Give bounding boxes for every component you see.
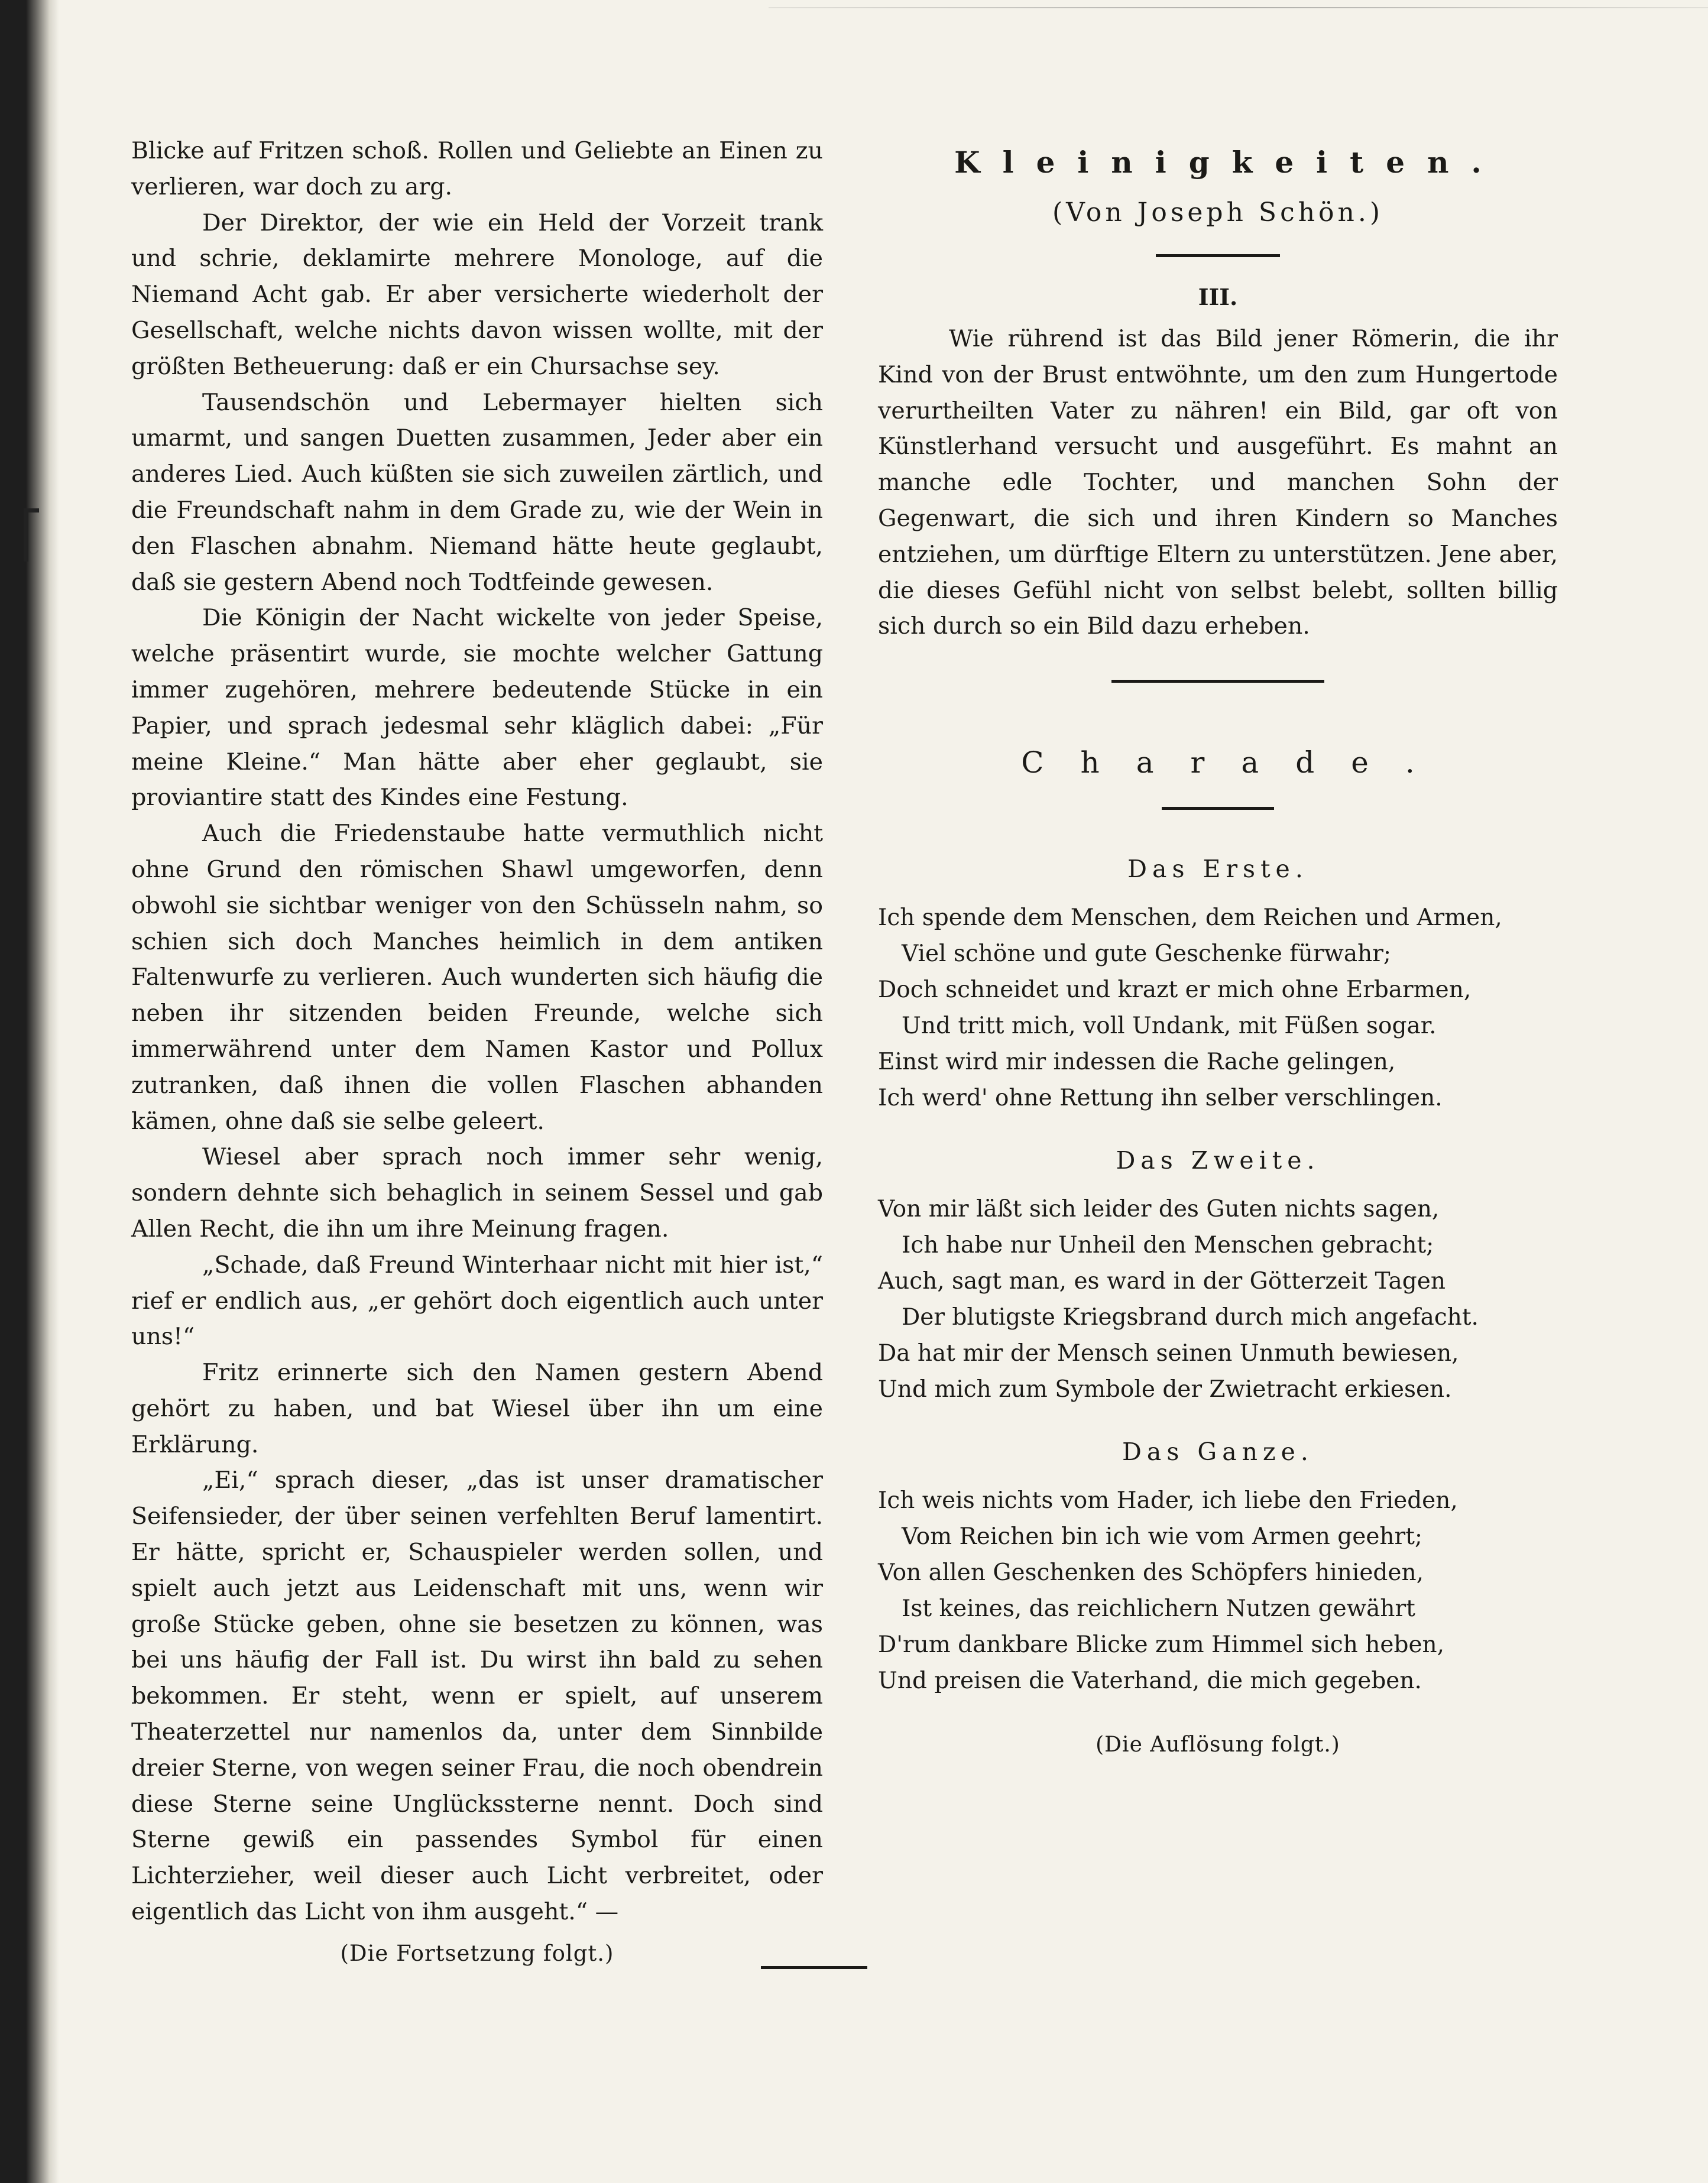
scan-page-edge — [0, 0, 59, 2183]
verse-line: Ich weis nichts vom Hader, ich liebe den Frieden, — [878, 1487, 1458, 1514]
kleinigkeiten-paragraph: Wie rührend ist das Bild jener Römerin, die ihr Kind von der Brust entwöhnte, um den zum Hungertode verurtheilten Vater zu nähren! ein Bild, gar oft von Künstlerhand versucht und ausgeführt. Es mahnt an manche edle Tochter, und manchen Sohn der Gegenwart, die sich und ihren Kindern so Manches entziehen, um dürftige Eltern zu unterstützen. Jene aber, die dieses Gefühl nicht von selbst belebt, sollten billig sich durch so ein Bild dazu erheben. — [878, 325, 1558, 640]
section-divider — [1162, 807, 1274, 810]
scan-top-line — [769, 7, 1708, 8]
verse-line: Von allen Geschenken des Schöpfers hinieden, — [878, 1559, 1424, 1587]
story-paragraph: Der Direktor, der wie ein Held der Vorzeit trank und schrie, deklamirte mehrere Monologe, auf die Niemand Acht gab. Er aber versicherte wiederholt der Gesellschaft, welche nichts davon wissen wollte, mit der größten Betheuerung: daß er ein Chursachse sey. — [131, 209, 823, 380]
verse-line: Ich werd' ohne Rettung ihn selber verschlingen. — [878, 1085, 1443, 1112]
stanza-title: Das Ganze. — [1122, 1438, 1314, 1467]
story-paragraph: Blicke auf Fritzen schoß. Rollen und Geliebte an Einen zu verlieren, war doch zu arg. — [131, 137, 823, 200]
verse-line: Doch schneidet und krazt er mich ohne Erbarmen, — [878, 977, 1472, 1004]
scan-edge-mark — [24, 508, 28, 562]
stanza — [878, 900, 1558, 1116]
verse-line: Von mir läßt sich leider des Guten nichts sagen, — [878, 1196, 1440, 1223]
solution-note: (Die Auflösung folgt.) — [1096, 1733, 1340, 1757]
story-paragraph: Fritz erinnerte sich den Namen gestern Abend gehört zu haben, und bat Wiesel über ihn um eine Erklärung. — [131, 1359, 823, 1458]
verse-line: Der blutigste Kriegsbrand durch mich angefacht. — [902, 1304, 1479, 1331]
story-paragraph: Die Königin der Nacht wickelte von jeder Speise, welche präsentirt wurde, sie mochte welcher Gattung immer zugehören, mehrere bedeutende Stücke in ein Papier, und sprach jedesmal sehr kläglich dabei: „Für meine Kleine.“ Man hätte aber eher geglaubt, sie proviantire statt des Kindes eine Festung. — [131, 604, 823, 812]
story-paragraph: Wiesel aber sprach noch immer sehr wenig, sondern dehnte sich behaglich in seinem Sessel und gab Allen Recht, die ihn um ihre Meinung fragen. — [131, 1143, 823, 1243]
charade-title: Charade. — [1021, 745, 1451, 780]
story-paragraph: „Ei,“ sprach dieser, „das ist unser dramatischer Seifensieder, der über seinen verfehlten Beruf lamentirt. Er hätte, spricht er, Schauspieler werden sollen, und spielt auch jetzt aus Leidenschaft mit uns, wenn wir große Stücke geben, ohne sie besetzen zu können, was bei uns häufig der Fall ist. Du wirst ihn bald zu sehen bekommen. Er steht, wenn er spielt, auf unserem Theaterzettel nur namenlos da, unter dem Sinnbilde dreier Sterne, von wegen seiner Frau, die noch obendrein diese Sterne seine Unglückssterne nennt. Doch sind Sterne gewiß ein passendes Symbol für einen Lichterzieher, weil dieser auch Licht verbreitet, oder eigentlich das Licht von ihm ausgeht.“ — — [131, 1467, 823, 1926]
section-number: III. — [1198, 284, 1238, 310]
scan-edge-mark — [24, 508, 39, 512]
verse-line: Auch, sagt man, es ward in der Götterzeit Tagen — [878, 1268, 1446, 1295]
story-paragraph: „Schade, daß Freund Winterhaar nicht mit hier ist,“ rief er endlich aus, „er gehört doch eigentlich auch unter uns!“ — [131, 1251, 823, 1351]
page-end-rule — [761, 1966, 867, 1969]
verse-line: Und mich zum Symbole der Zwietracht erkiesen. — [878, 1376, 1452, 1403]
section-divider — [1111, 680, 1324, 683]
stanza-title: Das Erste. — [1127, 855, 1308, 884]
verse-line: Viel schöne und gute Geschenke fürwahr; — [902, 940, 1392, 968]
stanza — [878, 1483, 1558, 1699]
verse-line: Da hat mir der Mensch seinen Unmuth bewiesen, — [878, 1340, 1459, 1367]
story-paragraph: Tausendschön und Lebermayer hielten sich umarmt, und sangen Duetten zusammen, Jeder aber ein anderes Lied. Auch küßten sie sich zuweilen zärtlich, und die Freundschaft nahm in dem Grade zu, wie der Wein in den Flaschen abnahm. Niemand hätte heute geglaubt, daß sie gestern Abend noch Todtfeinde gewesen. — [131, 388, 823, 596]
verse-line: Und tritt mich, voll Undank, mit Füßen sogar. — [902, 1013, 1437, 1040]
kleinigkeiten-title: Kleinigkeiten. — [954, 145, 1504, 180]
verse-line: Ich spende dem Menschen, dem Reichen und Armen, — [878, 904, 1502, 932]
story-paragraph: Auch die Friedenstaube hatte vermuthlich nicht ohne Grund den römischen Shawl umgeworfen, denn obwohl sie sichtbar weniger von den Schüsseln nahm, so schien sich doch Manches heimlich in dem antiken Faltenwurfe zu verlieren. Auch wunderten sich häufig die neben ihr sitzenden beiden Freunde, welche sich immerwährend unter dem Namen Kastor und Pollux zutranken, daß ihnen die vollen Flaschen abhanden kämen, ohne daß sie selbe geleert. — [131, 820, 823, 1135]
continuation-note: (Die Fortsetzung folgt.) — [340, 1940, 614, 1966]
verse-line: Vom Reichen bin ich wie vom Armen geehrt; — [902, 1523, 1423, 1551]
right-column — [878, 133, 1558, 1762]
stanza-title: Das Zweite. — [1116, 1146, 1320, 1175]
verse-line: D'rum dankbare Blicke zum Himmel sich heben, — [878, 1631, 1445, 1659]
stanza — [878, 1191, 1558, 1407]
section-divider — [1156, 254, 1280, 257]
verse-line: Ist keines, das reichlichern Nutzen gewährt — [902, 1595, 1415, 1623]
left-column — [131, 133, 823, 1970]
verse-line: Und preisen die Vaterhand, die mich gegeben. — [878, 1668, 1422, 1695]
verse-line: Ich habe nur Unheil den Menschen gebracht; — [902, 1232, 1434, 1259]
verse-line: Einst wird mir indessen die Rache gelingen, — [878, 1049, 1396, 1076]
author-line: (Von Joseph Schön.) — [1052, 197, 1384, 228]
